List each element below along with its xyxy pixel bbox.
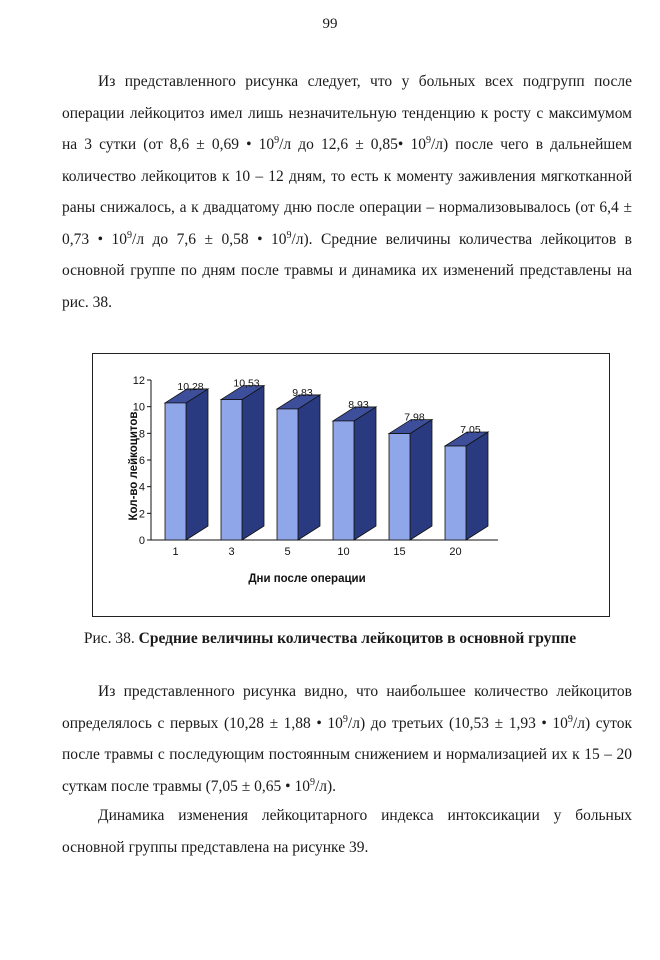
- caption-title: Средние величины количества лейкоцитов в основной группе: [138, 630, 577, 647]
- exponent: 9: [567, 713, 573, 725]
- data-label: 9,83: [292, 386, 313, 399]
- y-tick-label: 6: [138, 455, 145, 467]
- x-tick-label: 15: [393, 546, 406, 558]
- paragraph-2-text-b: /л) до третьих (10,53 ± 1,93 • 10: [347, 714, 568, 732]
- bar: [221, 400, 242, 540]
- figure-caption: [0, 630, 660, 648]
- y-tick-label: 8: [138, 428, 145, 441]
- x-tick-label: 1: [172, 546, 179, 558]
- x-tick-label: 20: [449, 546, 462, 558]
- exponent: 9: [425, 134, 431, 146]
- bar: [277, 409, 298, 540]
- y-tick-label: 0: [138, 535, 145, 547]
- paragraph-2-text-a: Из представленного рисунка видно, что наибольшее количество лейкоцитов определялось с первых (10,28 ± 1,88 • 10: [62, 683, 632, 732]
- data-label: 10,53: [233, 377, 260, 390]
- bar: [333, 421, 354, 540]
- y-tick-label: 10: [132, 401, 145, 414]
- y-tick-label: 12: [132, 375, 145, 387]
- paragraph-1-text-c: /л) после чего в дальнейшем количество лейкоцитов к 10 – 12 дням, то есть к моменту заживления мягкотканной раны снижалось, а к двадцатому дню после операции – нормализовывалось (от 6,4 ± 0,73 • 10: [62, 136, 632, 248]
- x-tick-label: 3: [228, 546, 235, 558]
- exponent: 9: [127, 229, 133, 241]
- bar-side-face: [354, 407, 376, 540]
- data-label: 8,93: [348, 398, 369, 411]
- x-axis-title: Дни после операции: [248, 573, 366, 585]
- x-tick-label: 5: [284, 546, 291, 558]
- bar-side-face: [466, 432, 488, 540]
- leukocyte-bar-chart: [93, 354, 609, 616]
- bar: [389, 434, 410, 540]
- data-label: 7,05: [460, 424, 481, 436]
- y-tick-label: 2: [138, 508, 145, 521]
- paragraph-1: [62, 66, 632, 318]
- bar: [165, 403, 186, 540]
- exponent: 9: [342, 713, 348, 725]
- x-tick-label: 10: [337, 546, 350, 558]
- figure-38-frame: [92, 353, 610, 617]
- bar-side-face: [186, 389, 208, 540]
- paragraph-1-text-d: /л до 7,6 ± 0,58 • 10: [132, 230, 287, 248]
- bar: [445, 446, 466, 540]
- paragraph-3: Динамика изменения лейкоцитарного индекса интоксикации у больных основной группы представлена на рисунке 39.: [62, 807, 632, 856]
- caption-prefix: Рис. 38.: [83, 630, 139, 647]
- bar-side-face: [242, 386, 264, 540]
- paragraph-2-text-d: /л).: [314, 777, 337, 795]
- exponent: 9: [274, 134, 280, 146]
- page-number: 99: [322, 16, 338, 32]
- data-label: 7,98: [404, 411, 425, 424]
- paragraph-2-text-c: /л) суток после травмы с последующим постоянным снижением и нормализацией их к 15 – 20 суткам после травмы (7,05 ± 0,65 • 10: [62, 714, 632, 795]
- bar-side-face: [410, 420, 432, 540]
- exponent: 9: [309, 776, 315, 788]
- paragraph-1-text-a: Из представленного рисунка следует, что у больных всех подгрупп после операции лейкоцитоз имел лишь незначительную тенденцию к росту с максимумом на 3 сутки (от 8,6 ± 0,69 • 10: [62, 73, 632, 153]
- paragraph-2: [62, 676, 632, 802]
- chart-bars: [165, 386, 488, 540]
- chart-labels: [172, 378, 480, 558]
- paragraph-1-text-b: /л до 12,6 ± 0,85• 10: [279, 136, 426, 153]
- data-label: 10,28: [177, 380, 204, 393]
- y-axis-title: Кол-во лейкоцитов: [128, 411, 140, 521]
- y-tick-label: 4: [138, 481, 145, 494]
- bar-side-face: [298, 395, 320, 540]
- exponent: 9: [286, 229, 292, 241]
- paragraph-1-text-e: /л). Средние величины количества лейкоцитов в основной группе по дням после травмы и динамика их изменений представлены на рис. 38.: [62, 230, 632, 311]
